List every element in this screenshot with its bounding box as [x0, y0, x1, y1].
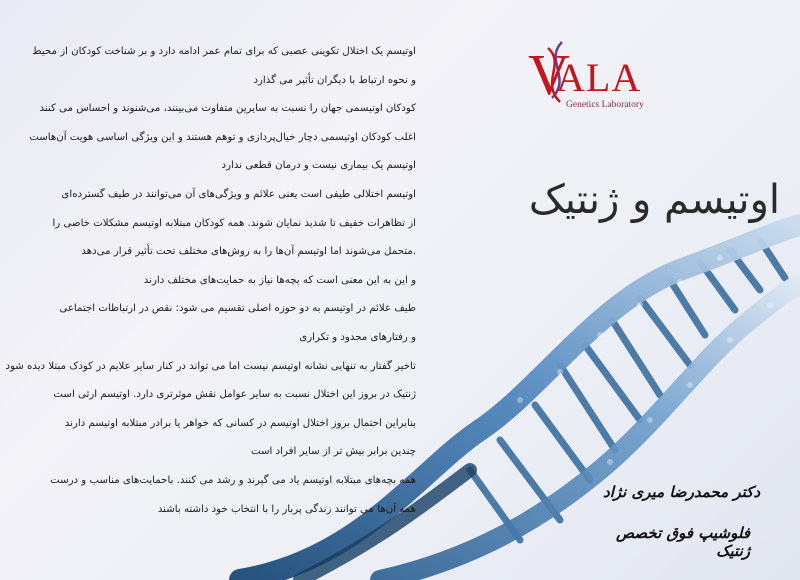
article-line: و نحوه ارتباط با دیگران تأثیر می گذارد	[253, 74, 416, 86]
article-line: همه بچه‌های مبتلابه اوتیسم یاد می گیرند و رشد می کنند. باحمایت‌های مناسب و درست	[50, 474, 416, 486]
logo-letter-v: V	[528, 42, 570, 107]
article-line: چندین برابر بیش تر از سایر افراد است	[251, 446, 416, 458]
article-line: اوتیسم یک اختلال تکوینی عصبی که برای تمام عمر ادامه دارد و بر شناخت کودکان از محیط	[32, 46, 416, 57]
article-line: اوتیسم اختلالی طیفی است یعنی علائم و ویژگی‌های آن می‌توانند در طیف گسترده‌ای	[61, 188, 416, 200]
article-line: بنابراین احتمال بروز اختلال اوتیسم در کسانی که خواهر یا برادر مبتلابه اوتیسم دارند	[64, 417, 416, 429]
article-body	[4, 38, 416, 524]
article-line: طیف علائم در اوتیسم به دو حوزه اصلی تقسیم می شود: نقص در ارتباطات اجتماعی	[59, 303, 416, 315]
article-line: کودکان اوتیسمی جهان را نسبت به سایرین متفاوت می‌بینند، می‌شنوند و احساس می کنند	[39, 103, 416, 115]
article-line: اغلب کودکان اوتیسمی دچار خیال‌پردازی و توهم هستند و این ویژگی اساسی هویت آن‌هاست	[29, 131, 416, 143]
logo-subtitle: Genetics Laboratory	[566, 100, 644, 110]
article-line: از تظاهرات خفیف تا شدید نمایان شوند. همه کودکان مبتلابه اوتیسم مشکلات خاصی را	[52, 217, 416, 229]
signature-role: فلوشیپ فوق تخصص ژنتیک	[616, 524, 750, 560]
logo-wordmark: ALA	[556, 55, 642, 100]
article-line: همه آن‌ها می توانند زندگی پربار را با انتخاب خود داشته باشند	[157, 503, 416, 515]
article-line: تاخیر گفتار به تنهایی نشانه اوتیسم نیست اما می تواند در کنار سایر علایم در کودک مبتلا دیده شود	[5, 360, 416, 372]
vala-logo	[528, 36, 678, 116]
article-line: اوتیسم یک بیماری نیست و درمان قطعی ندارد	[221, 160, 416, 172]
article-line: .متحمل می‌شوند اما اوتیسم آن‌ها را به روش‌های مختلف تحت تأثیر قرار می‌دهد	[81, 246, 416, 258]
article-line: و این به این معنی است که بچه‌ها نیاز به حمایت‌های مختلف دارند	[143, 274, 416, 286]
page-title: اوتیسم و ژنتیک	[528, 176, 780, 223]
article-line: ژنتیک در بروز این اختلال نسبت به سایر عوامل نقش موثرتری دارد. اوتیسم ارثی است	[53, 389, 416, 401]
article-line: و رفتارهای محدود و تکراری	[299, 331, 416, 343]
signature-name: دکتر محمدرضا میری نژاد	[603, 483, 760, 501]
